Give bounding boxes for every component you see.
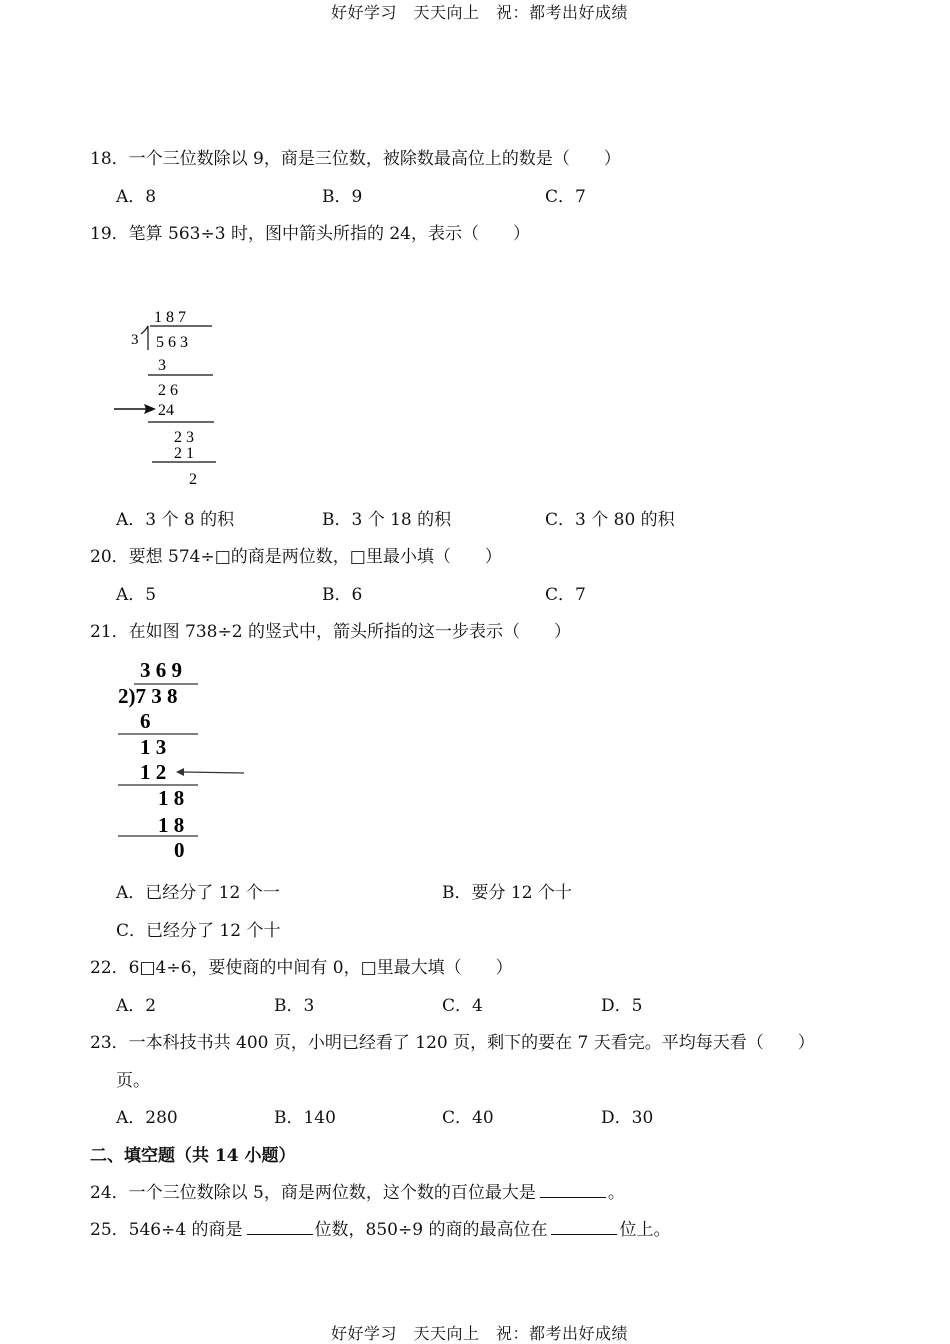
question-23-stem: 23．一本科技书共 400 页，小明已经看了 120 页，剩下的要在 7 天看完。平均每天看（ ） <box>90 1033 815 1053</box>
q19-step3: 24 <box>158 402 174 419</box>
page-header: 好好学习 天天向上 祝：都考出好成绩 <box>331 3 629 22</box>
q19-step4: 2 3 <box>174 429 194 446</box>
q21-option-b: B．要分 12 个十 <box>442 883 572 903</box>
q18-option-a: A．8 <box>116 187 157 207</box>
q25-answer-blank-1[interactable] <box>247 1220 313 1235</box>
question-24 <box>90 1178 625 1203</box>
q23-option-d: D．30 <box>601 1108 654 1128</box>
q21-option-a: A．已经分了 12 个一 <box>116 883 280 903</box>
q20-option-a: A．5 <box>116 585 157 605</box>
q21-arrow-icon <box>176 768 184 776</box>
q21-step1: 6 <box>140 709 151 733</box>
question-19-stem: 19．笔算 563÷3 时，图中箭头所指的 24，表示（ ） <box>90 224 530 244</box>
q18-option-c: C．7 <box>545 187 586 207</box>
q24-text-after: 。 <box>607 1183 625 1203</box>
q19-divisor: 3 <box>131 332 139 348</box>
q21-arrow-line <box>184 772 244 773</box>
question-20-stem: 20．要想 574÷□的商是两位数，□里最小填（ ） <box>90 547 502 567</box>
q19-option-c: C．3 个 80 的积 <box>545 510 675 530</box>
q19-option-a: A．3 个 8 的积 <box>116 510 235 530</box>
q18-option-b: B．9 <box>322 187 363 207</box>
q22-option-b: B．3 <box>274 996 315 1016</box>
q25-text-part2: 位数，850÷9 的商的最高位在 <box>314 1220 548 1240</box>
q21-long-division-diagram <box>108 652 258 864</box>
q19-dividend: 5 6 3 <box>156 334 188 351</box>
q23-option-c: C．40 <box>442 1108 494 1128</box>
q19-step2: 2 6 <box>158 382 178 399</box>
q21-remainder: 0 <box>174 838 185 862</box>
question-22-stem: 22．6□4÷6，要使商的中间有 0，□里最大填（ ） <box>90 958 513 978</box>
question-18-stem: 18．一个三位数除以 9，商是三位数，被除数最高位上的数是（ ） <box>90 149 621 169</box>
q25-text-part1: 25．546÷4 的商是 <box>90 1220 243 1240</box>
q21-step4: 1 8 <box>158 786 185 810</box>
q21-quotient: 3 6 9 <box>140 658 182 682</box>
q23-option-a: A．280 <box>116 1108 178 1128</box>
q24-text-before: 24．一个三位数除以 5，商是两位数，这个数的百位最大是 <box>90 1183 536 1203</box>
q22-option-a: A．2 <box>116 996 157 1016</box>
q22-option-d: D．5 <box>601 996 643 1016</box>
q21-step2: 1 3 <box>140 735 167 759</box>
q19-step1: 3 <box>158 357 166 374</box>
q21-divisor-dividend: 2)7 3 8 <box>118 684 178 708</box>
section-2-title: 二、填空题（共 14 小题） <box>90 1146 296 1166</box>
q22-option-c: C．4 <box>442 996 483 1016</box>
q23-option-b: B．140 <box>274 1108 336 1128</box>
q21-step3: 1 2 <box>140 760 167 784</box>
q21-option-c: C．已经分了 12 个十 <box>116 921 281 941</box>
question-25 <box>90 1215 670 1240</box>
page-footer: 好好学习 天天向上 祝：都考出好成绩 <box>331 1324 629 1343</box>
q19-remainder: 2 <box>189 471 197 488</box>
q25-answer-blank-2[interactable] <box>551 1220 617 1235</box>
question-21-stem: 21．在如图 738÷2 的竖式中，箭头所指的这一步表示（ ） <box>90 622 571 642</box>
q19-quotient: 1 8 7 <box>154 309 186 326</box>
q20-option-b: B．6 <box>322 585 363 605</box>
q20-option-c: C．7 <box>545 585 586 605</box>
question-23-stem-cont: 页。 <box>116 1071 150 1091</box>
q25-text-part3: 位上。 <box>619 1220 671 1240</box>
q19-step5: 2 1 <box>174 445 194 462</box>
q24-answer-blank[interactable] <box>540 1183 606 1198</box>
q19-long-division-diagram <box>100 300 240 495</box>
q21-step5: 1 8 <box>158 813 185 837</box>
q19-option-b: B．3 个 18 的积 <box>322 510 452 530</box>
